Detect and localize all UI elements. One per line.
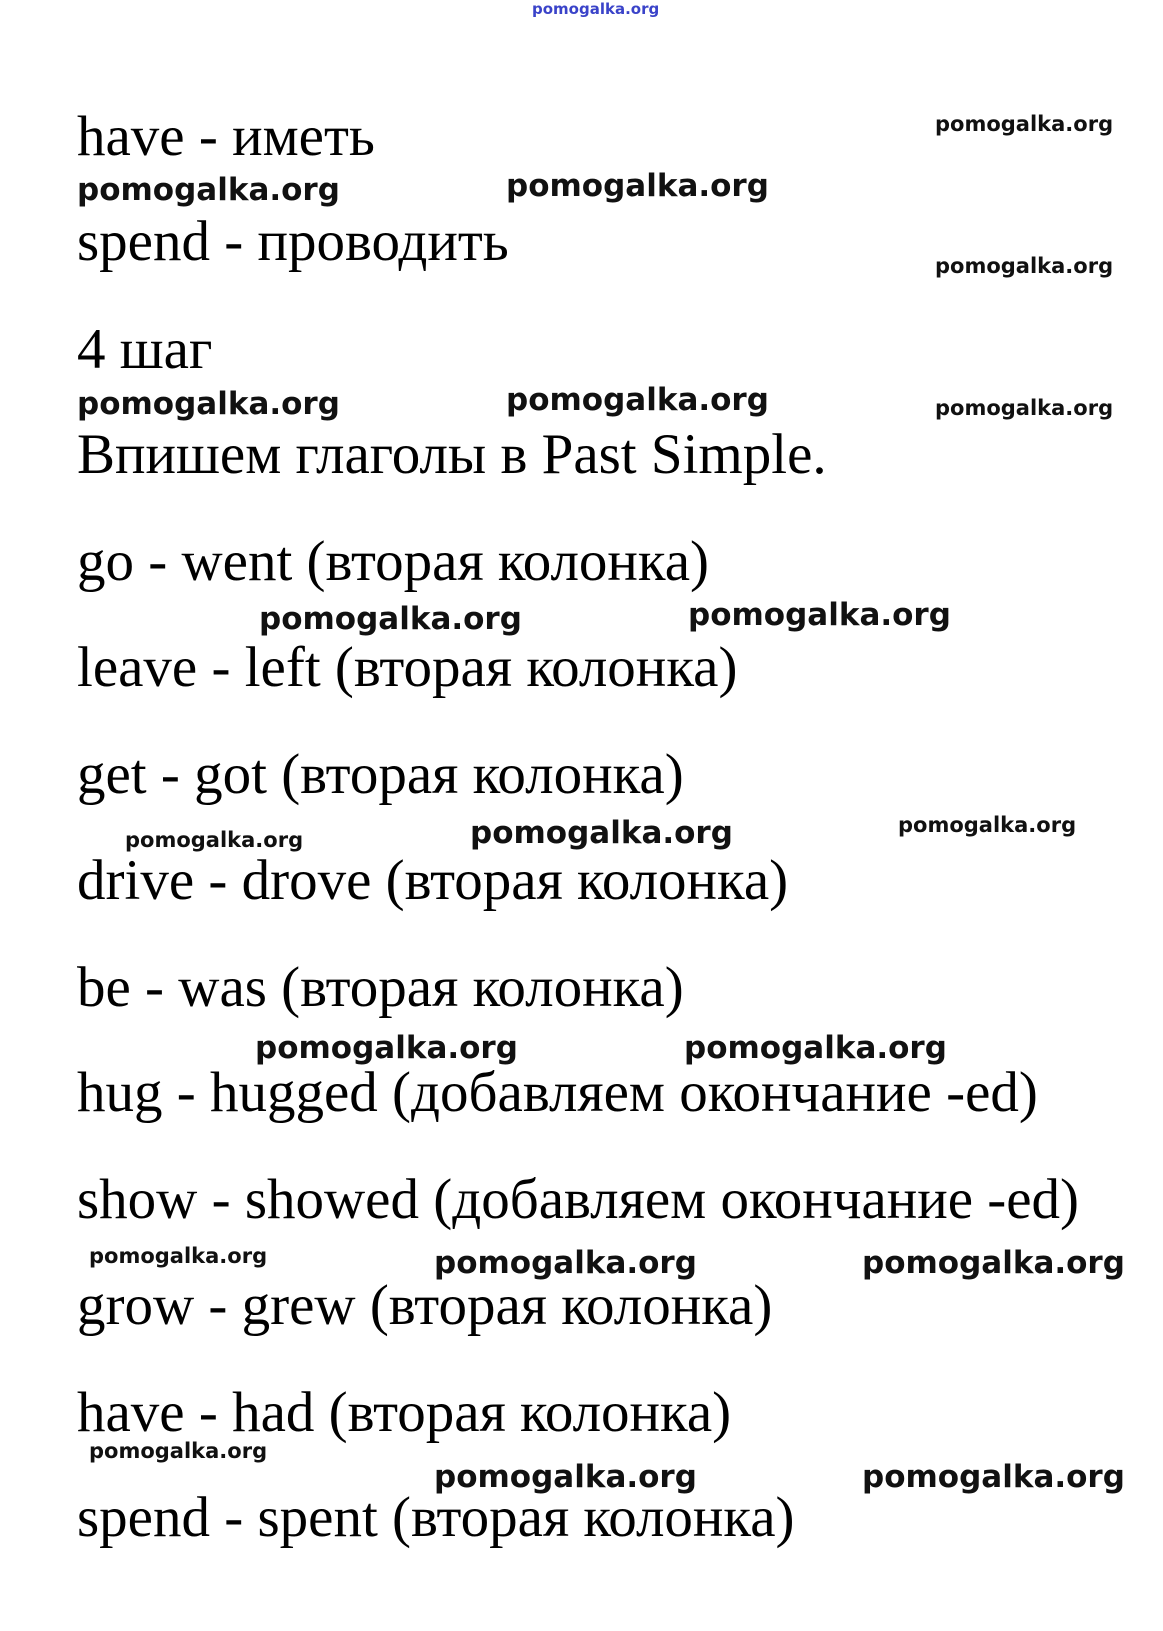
- watermark: pomogalka.org: [255, 1030, 518, 1066]
- line-spend-provodit: spend - проводить: [77, 210, 509, 273]
- line-show-showed: show - showed (добавляем окончание -ed): [77, 1168, 1080, 1231]
- line-step-4: 4 шаг: [77, 318, 213, 381]
- watermark: pomogalka.org: [684, 1030, 947, 1066]
- watermark: pomogalka.org: [77, 386, 340, 422]
- watermark: pomogalka.org: [935, 396, 1114, 420]
- line-hug-hugged: hug - hugged (добавляем окончание -ed): [77, 1061, 1038, 1124]
- watermark: pomogalka.org: [935, 254, 1114, 278]
- watermark: pomogalka.org: [434, 1245, 697, 1281]
- watermark: pomogalka.org: [434, 1459, 697, 1495]
- watermark: pomogalka.org: [125, 828, 304, 852]
- line-be-was: be - was (вторая колонка): [77, 956, 684, 1019]
- watermark: pomogalka.org: [935, 112, 1114, 136]
- line-drive-drove: drive - drove (вторая колонка): [77, 849, 789, 912]
- watermark: pomogalka.org: [506, 168, 769, 204]
- watermark: pomogalka.org: [506, 382, 769, 418]
- watermark: pomogalka.org: [862, 1459, 1125, 1495]
- header-watermark: pomogalka.org: [532, 0, 660, 18]
- watermark: pomogalka.org: [259, 601, 522, 637]
- line-leave-left: leave - left (вторая колонка): [77, 636, 738, 699]
- watermark: pomogalka.org: [89, 1439, 268, 1463]
- line-have-had: have - had (вторая колонка): [77, 1381, 732, 1444]
- watermark: pomogalka.org: [470, 815, 733, 851]
- watermark: pomogalka.org: [862, 1245, 1125, 1281]
- watermark: pomogalka.org: [77, 172, 340, 208]
- watermark: pomogalka.org: [898, 813, 1077, 837]
- watermark: pomogalka.org: [89, 1244, 268, 1268]
- line-go-went: go - went (вторая колонка): [77, 530, 710, 593]
- line-grow-grew: grow - grew (вторая колонка): [77, 1274, 773, 1337]
- line-instruction: Впишем глаголы в Past Simple.: [77, 423, 827, 486]
- line-have-imet: have - иметь: [77, 105, 375, 168]
- line-spend-spent: spend - spent (вторая колонка): [77, 1486, 795, 1549]
- line-get-got: get - got (вторая колонка): [77, 743, 684, 806]
- watermark: pomogalka.org: [688, 597, 951, 633]
